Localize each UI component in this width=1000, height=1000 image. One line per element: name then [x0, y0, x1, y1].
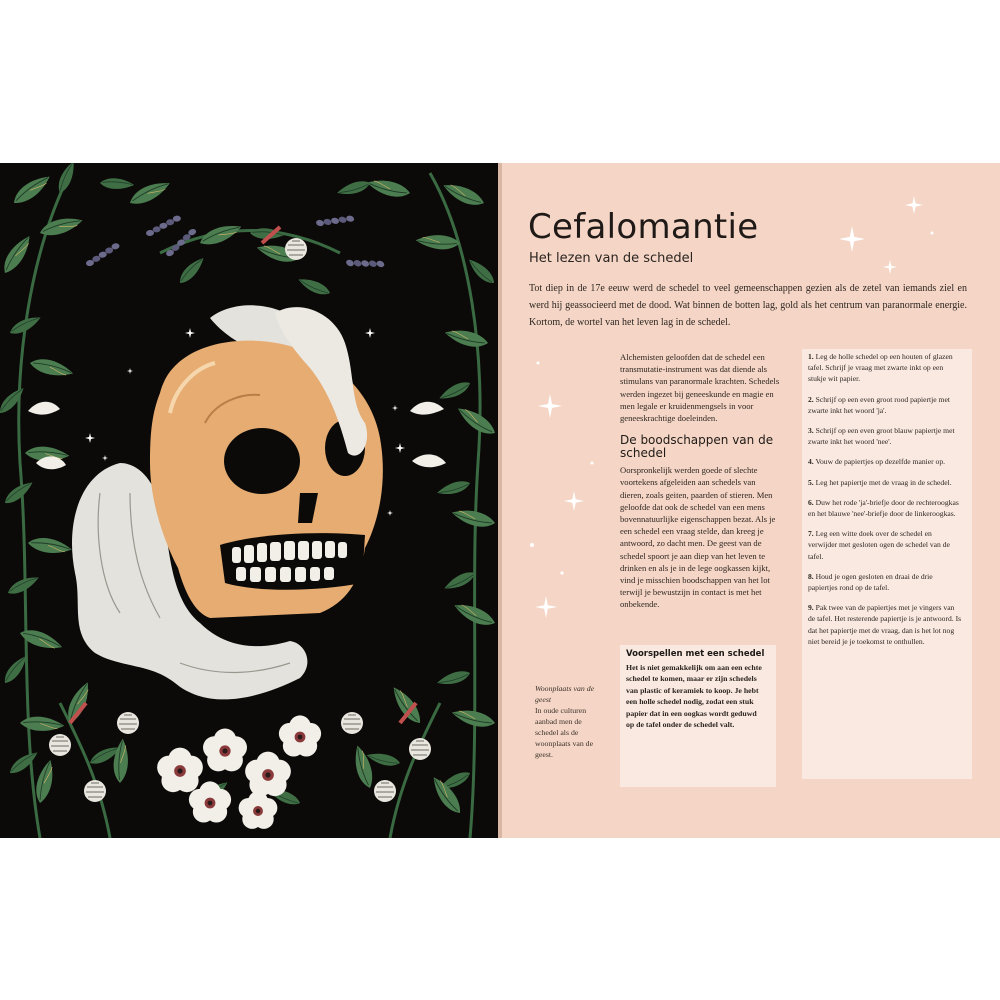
text-page [502, 163, 1000, 838]
caption-text: In oude culturen aanbad men de schedel als de woonplaats van de geest. [535, 706, 594, 759]
step-number: 7. [808, 529, 814, 539]
step-text: Vouw de papiertjes op dezelfde manier op. [815, 457, 946, 467]
step-item [808, 602, 962, 647]
step-text: Duw het rode 'ja'-briefje door de rechteroogkas en het blauwe 'nee'-briefje door de linkeroogkas. [808, 497, 959, 519]
forecast-box [620, 645, 776, 787]
section-heading: De boodschappen van de schedel [620, 433, 774, 461]
step-text: Leg een witte doek over de schedel en verwijder met gesloten ogen de schedel van de tafel. [808, 529, 950, 561]
step-number: 3. [808, 426, 814, 436]
step-item [808, 456, 962, 467]
column-paragraph: Oorspronkelijk werden goede of slechte voortekens afgeleiden aan schedels van dieren, zoals geiten, paarden of stieren. Men geloofde dat ook de schedel van een mens bovennatuurlijke eigenschappen bezat. Als je een schedel een vraag stelde, dan kreeg je antwoord, zo dacht men. De geest van de schedel spoort je aan diep van het leven te drinken en als je in de lege oogkassen kijkt, vind je misschien boodschappen van het lot terwijl je bewustzijn in contact is met het onbekende. [620, 465, 776, 610]
step-number: 4. [808, 457, 814, 467]
step-text: Leg de holle schedel op een houten of glazen tafel. Schrijf je vraag met zwarte inkt op een stukje wit papier. [808, 352, 953, 384]
main-column [620, 351, 780, 611]
illustration-page [0, 163, 498, 838]
step-text: Schrijf op een even groot rood papiertje met zwarte inkt het woord 'ja'. [808, 394, 950, 415]
step-text: Houd je ogen gesloten en draai de drie papiertjes rond op de tafel. [808, 571, 933, 593]
step-item [808, 477, 962, 488]
step-number: 2. [808, 394, 814, 404]
page-subtitle: Het lezen van de schedel [529, 251, 694, 266]
book-spread [0, 163, 1000, 838]
intro-paragraph: Tot diep in de 17e eeuw werd de schedel to veel gemeenschappen gezien als de zetel van iemands ziel en werd hij geassocieerd met de dood. Wat binnen de botten lag, gold als het centrum van paranormale energie. Kortom, de wortel van het leven lag in de schedel. [529, 283, 967, 328]
caption-title: Woonplaats van de geest [535, 684, 595, 704]
step-item [808, 425, 962, 447]
step-item [808, 497, 962, 519]
step-item [808, 528, 962, 562]
steps-box [802, 349, 972, 779]
step-number: 8. [808, 571, 814, 581]
step-number: 9. [808, 603, 814, 613]
step-number: 1. [808, 352, 814, 361]
step-number: 6. [808, 497, 814, 507]
skull-illustration [0, 163, 498, 838]
step-text: Pak twee van de papiertjes met je vingers van de tafel. Het resterende papiertje is je antwoord. Is dat het papiertje met de vraag, dan is het lot nog niet bereid je je toekomst te onthullen. [808, 603, 962, 646]
illustration-caption [535, 683, 595, 760]
forecast-box-text: Het is niet gemakkelijk om aan een echte schedel te komen, maar er zijn schedels van plastic of keramiek to koop. Je hebt een holle schedel nodig, zodat een stuk papier dat in een oogkas wordt geduwd op de tafel onder de schedel valt. [626, 663, 762, 730]
forecast-box-title: Voorspellen met een schedel [626, 649, 765, 659]
step-text: Leg het papiertje met de vraag in de schedel. [815, 477, 952, 487]
step-item [808, 571, 962, 593]
step-item [808, 351, 962, 385]
column-paragraph: Alchemisten geloofden dat de schedel een transmutatie-instrument was dat diende als stimulans van paranormale krachten. Schedels werden ingezet bij geneeskunde en magie en men legale er kruidenmengsels in voor geneeskrachtige doeleinden. [620, 352, 780, 424]
step-number: 5. [808, 477, 814, 487]
step-item [808, 394, 962, 416]
page-title: Cefalomantie [528, 207, 759, 247]
step-text: Schrijf op een even groot blauw papiertje met zwarte inkt het woord 'nee'. [808, 426, 955, 447]
